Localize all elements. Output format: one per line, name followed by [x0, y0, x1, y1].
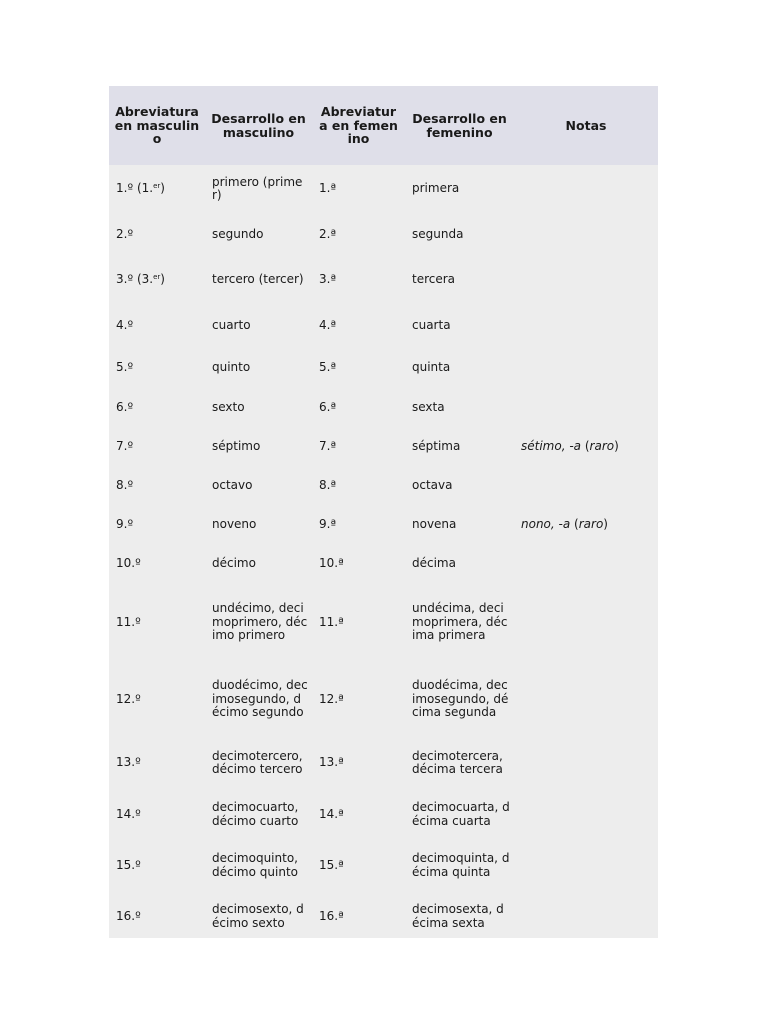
header-dev-masculine: Desarrollo en masculino: [205, 86, 312, 165]
table-row: [109, 165, 658, 213]
cell-abbr-feminine: 7.ª: [319, 438, 337, 453]
cell-dev-feminine: tercera: [412, 272, 456, 287]
cell-dev-masculine: primero (primer): [212, 174, 303, 202]
header-notes: Notas: [514, 86, 658, 165]
cell-notes: [514, 840, 658, 891]
cell-dev-masculine: décimo: [212, 555, 256, 570]
cell-abbr-masculine: 15.º: [116, 857, 141, 872]
cell-notes: [514, 789, 658, 840]
cell-dev-feminine: decimocuarta, décima cuarta: [412, 800, 510, 828]
cell-dev-feminine: primera: [412, 181, 460, 196]
cell-dev-feminine: quinta: [412, 360, 451, 375]
cell-abbr-feminine: 1.ª: [319, 181, 337, 196]
cell-dev-masculine: decimotercero, décimo tercero: [212, 748, 303, 776]
cell-dev-masculine: séptimo: [212, 438, 261, 453]
table-body: [109, 165, 658, 942]
cell-abbr-masculine: 1.º (1.$^{er}$): [116, 181, 165, 196]
table-row: [109, 303, 658, 348]
table-row: [109, 840, 658, 891]
header-dev-feminine: Desarrollo en femenino: [405, 86, 514, 165]
cell-dev-feminine: decimoquinta, décima quinta: [412, 851, 510, 879]
cell-dev-feminine: duodécima, decimosegundo, décima segunda: [412, 678, 509, 720]
header-abbr-feminine: Abreviatura en femenino: [312, 86, 405, 165]
cell-dev-masculine: tercero (tercer): [212, 272, 304, 287]
cell-abbr-masculine: 10.º: [116, 555, 141, 570]
table-row: [109, 789, 658, 840]
cell-dev-masculine: undécimo, decimoprimero, décimo primero: [212, 601, 308, 643]
cell-abbr-masculine: 6.º: [116, 399, 134, 414]
cell-abbr-feminine: 6.ª: [319, 399, 337, 414]
cell-abbr-masculine: 4.º: [116, 317, 134, 332]
cell-abbr-feminine: 16.ª: [319, 908, 344, 923]
cell-notes: [514, 303, 658, 348]
cell-abbr-masculine: 5.º: [116, 360, 134, 375]
header-abbr-masculine: Abreviatura en masculino: [109, 86, 205, 165]
cell-abbr-feminine: 15.ª: [319, 857, 344, 872]
table-row: [109, 257, 658, 303]
table-header: [109, 86, 658, 165]
cell-notes: sétimo, -a (raro): [521, 438, 619, 453]
cell-abbr-masculine: 2.º: [116, 227, 134, 242]
cell-abbr-masculine: 9.º: [116, 516, 134, 531]
cell-notes: nono, -a (raro): [521, 516, 608, 531]
cell-dev-feminine: novena: [412, 516, 457, 531]
ordinals-table: [109, 86, 658, 942]
cell-dev-masculine: duodécimo, decimosegundo, décimo segundo: [212, 678, 308, 720]
table-row: [109, 427, 658, 466]
cell-abbr-feminine: 9.ª: [319, 516, 337, 531]
cell-dev-feminine: decimotercera, décima tercera: [412, 748, 503, 776]
cell-dev-feminine: decimosexta, décima sexta: [412, 902, 504, 930]
cell-abbr-masculine: 7.º: [116, 438, 134, 453]
cell-dev-feminine: sexta: [412, 399, 445, 414]
cell-abbr-masculine: 11.º: [116, 614, 141, 629]
cell-notes: [514, 583, 658, 662]
cell-abbr-masculine: 13.º: [116, 755, 141, 770]
cell-dev-feminine: cuarta: [412, 317, 451, 332]
cell-notes: [514, 348, 658, 388]
cell-dev-masculine: decimoquinto, décimo quinto: [212, 851, 298, 879]
cell-dev-feminine: segunda: [412, 227, 464, 242]
cell-notes: [514, 466, 658, 505]
cell-abbr-masculine: 16.º: [116, 908, 141, 923]
cell-notes: [514, 891, 658, 942]
header-row: [109, 86, 658, 165]
cell-abbr-feminine: 2.ª: [319, 227, 337, 242]
cell-notes: [514, 737, 658, 789]
table-row: [109, 737, 658, 789]
cell-abbr-feminine: 3.ª: [319, 272, 337, 287]
table-row: [109, 662, 658, 737]
cell-dev-feminine: séptima: [412, 438, 461, 453]
cell-abbr-feminine: 12.ª: [319, 691, 344, 706]
cell-abbr-feminine: 13.ª: [319, 755, 344, 770]
cell-notes: [514, 544, 658, 583]
cell-abbr-feminine: 14.ª: [319, 806, 344, 821]
table-row: [109, 348, 658, 388]
cell-dev-feminine: décima: [412, 555, 456, 570]
cell-abbr-masculine: 14.º: [116, 806, 141, 821]
table-row: [109, 466, 658, 505]
cell-dev-masculine: octavo: [212, 477, 253, 492]
cell-notes: [514, 388, 658, 427]
table-row: [109, 544, 658, 583]
cell-abbr-masculine: 12.º: [116, 691, 141, 706]
cell-abbr-masculine: 3.º (3.$^{er}$): [116, 272, 165, 287]
cell-abbr-feminine: 10.ª: [319, 555, 344, 570]
cell-dev-masculine: decimosexto, décimo sexto: [212, 902, 304, 930]
cell-abbr-feminine: 8.ª: [319, 477, 337, 492]
cell-notes: [514, 662, 658, 737]
cell-abbr-feminine: 11.ª: [319, 614, 344, 629]
cell-dev-masculine: segundo: [212, 227, 264, 242]
cell-abbr-feminine: 5.ª: [319, 360, 337, 375]
cell-notes: [514, 165, 658, 213]
table-row: [109, 583, 658, 662]
cell-notes: [514, 257, 658, 303]
cell-notes: [514, 213, 658, 257]
cell-dev-masculine: quinto: [212, 360, 251, 375]
cell-dev-masculine: cuarto: [212, 317, 251, 332]
table-row: [109, 891, 658, 942]
ordinals-table-container: [109, 86, 658, 938]
cell-dev-masculine: noveno: [212, 516, 257, 531]
cell-dev-masculine: decimocuarto, décimo cuarto: [212, 800, 299, 828]
cell-dev-feminine: octava: [412, 477, 453, 492]
cell-abbr-masculine: 8.º: [116, 477, 134, 492]
table-row: [109, 505, 658, 544]
table-row: [109, 213, 658, 257]
cell-abbr-feminine: 4.ª: [319, 317, 337, 332]
cell-dev-feminine: undécima, decimoprimera, décima primera: [412, 601, 508, 643]
table-row: [109, 388, 658, 427]
cell-dev-masculine: sexto: [212, 399, 245, 414]
